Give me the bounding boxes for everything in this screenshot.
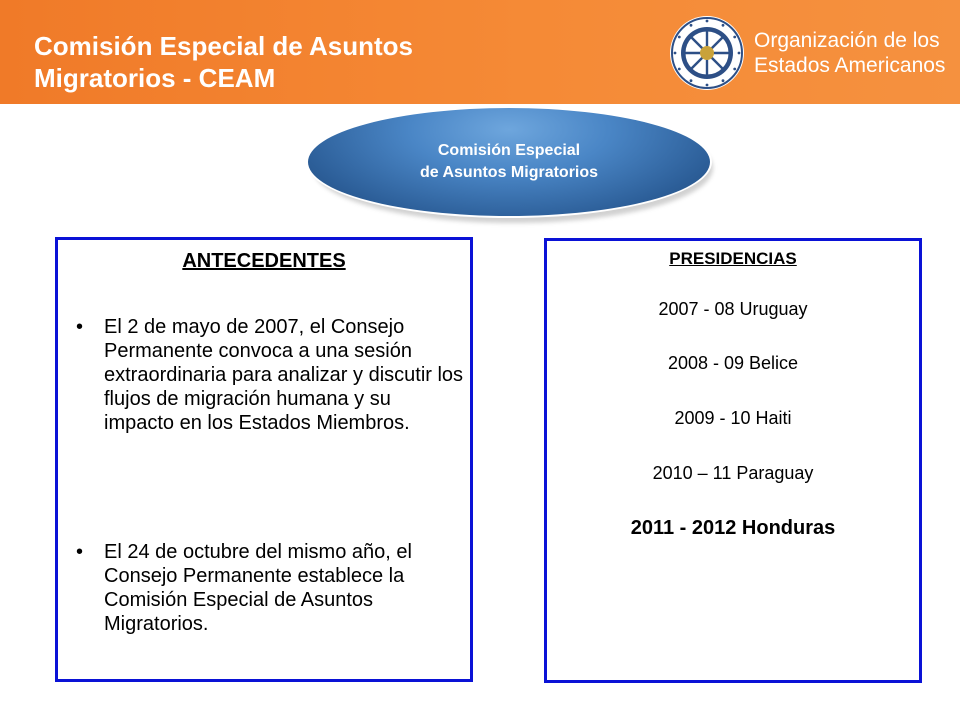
presidencia-item: 2008 - 09 Belice [667,353,799,373]
organization-name-line1: Organización de los [754,29,940,52]
presidencias-box [544,238,922,683]
presidencia-item: 2007 - 08 Uruguay [658,299,808,319]
commission-ellipse-line1: Comisión Especial [437,142,581,159]
oas-seal-logo [668,14,746,92]
antecedentes-bullet-1-text: El 2 de mayo de 2007, el Consejo Permanente convoca a una sesión extraordinaria para analizar y discutir los flujos de migración humana y su impacto en los Estados Miembros. [104,316,464,434]
slide-title-line2: Migratorios - CEAM [34,63,276,93]
slide-title-line1: Comisión Especial de Asuntos [34,31,414,61]
presidencia-item-current: 2011 - 2012 Honduras [630,517,836,539]
organization-name-line2: Estados Americanos [754,54,946,77]
antecedentes-heading: ANTECEDENTES [182,250,346,272]
bullet-marker: • [76,541,84,563]
slide-title [34,30,413,94]
antecedentes-box [55,237,473,682]
presidencias-heading: PRESIDENCIAS [669,249,797,268]
antecedentes-bullet-2-text: El 24 de octubre del mismo año, el Consejo Permanente establece la Comisión Especial de Asuntos Migratorios. [104,541,412,635]
organization-name [754,28,945,78]
commission-ellipse-line2: de Asuntos Migratorios [419,164,599,181]
presidencia-item: 2009 - 10 Haiti [674,408,792,428]
presidencia-item: 2010 – 11 Paraguay [652,463,814,483]
header-bar [0,0,960,104]
commission-ellipse [306,106,712,218]
bullet-marker: • [76,316,84,338]
